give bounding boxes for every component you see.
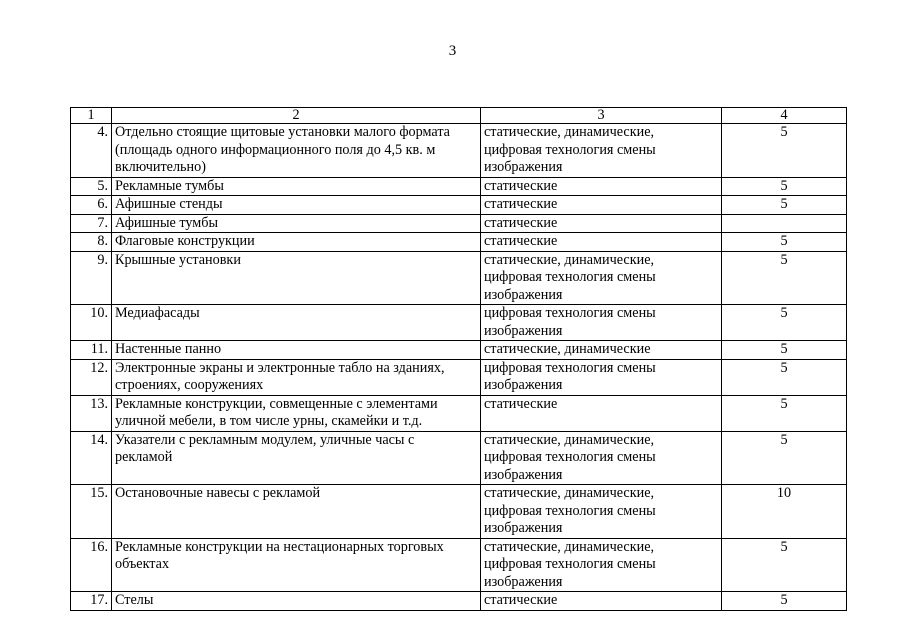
structure-type-cell-text: статические	[484, 177, 558, 194]
row-number-cell	[71, 251, 112, 305]
row-number-cell-text: 12.	[90, 359, 108, 376]
structure-name-cell	[112, 341, 481, 360]
value-cell	[722, 485, 847, 539]
value-cell	[722, 305, 847, 341]
page-number: 3	[448, 43, 457, 59]
structure-type-cell-text: цифровая технология смены изображения	[484, 305, 656, 339]
row-number-cell-text: 9.	[97, 251, 108, 268]
value-cell-text: 5	[780, 538, 788, 555]
row-number-cell-text: 6.	[97, 196, 108, 212]
structure-type-cell-text: статические, динамические, цифровая технология смены изображения	[484, 431, 656, 483]
row-number-cell-text: 8.	[97, 233, 108, 249]
value-cell-text: 5	[780, 251, 788, 268]
value-cell	[722, 124, 847, 178]
value-cell	[722, 177, 847, 196]
row-number-cell	[71, 592, 112, 611]
value-cell-text: 5	[780, 305, 788, 321]
value-cell-text: 5	[780, 124, 788, 140]
table-row	[71, 538, 847, 592]
structure-type-cell	[481, 395, 722, 431]
structure-type-cell	[481, 251, 722, 305]
value-cell	[722, 538, 847, 592]
structure-type-cell	[481, 485, 722, 539]
header-cell-4: 4	[722, 108, 847, 124]
structure-type-cell-text: статические	[484, 233, 558, 249]
structure-type-cell-text: статические	[484, 395, 558, 412]
structure-name-cell-text: Электронные экраны и электронные табло на зданиях, строениях, сооружениях	[115, 359, 445, 393]
structure-name-cell	[112, 196, 481, 215]
value-cell	[722, 341, 847, 360]
structure-name-cell-text: Флаговые конструкции	[115, 233, 255, 249]
table-row	[71, 485, 847, 539]
structure-type-cell-text: статические, динамические, цифровая технология смены изображения	[484, 124, 656, 175]
table-row	[71, 233, 847, 252]
value-cell-text: 5	[780, 431, 788, 448]
value-cell	[722, 431, 847, 485]
structure-name-cell-text: Настенные панно	[115, 341, 222, 357]
row-number-cell	[71, 395, 112, 431]
structure-name-cell-text: Рекламные конструкции на нестационарных торговых объектах	[115, 538, 444, 572]
row-number-cell	[71, 214, 112, 233]
structure-type-cell-text: статические, динамические, цифровая технология смены изображения	[484, 485, 656, 536]
structure-type-cell	[481, 341, 722, 360]
value-cell	[722, 233, 847, 252]
row-number-cell	[71, 305, 112, 341]
value-cell	[722, 359, 847, 395]
structure-type-cell	[481, 124, 722, 178]
row-number-cell-text: 13.	[90, 395, 108, 412]
value-cell	[722, 196, 847, 215]
structure-type-cell	[481, 538, 722, 592]
table-row	[71, 341, 847, 360]
value-cell-text: 5	[780, 395, 788, 412]
table-row	[71, 177, 847, 196]
structure-name-cell	[112, 214, 481, 233]
value-cell-text: 5	[780, 177, 788, 194]
row-number-cell-text: 15.	[90, 485, 108, 501]
structure-type-cell	[481, 214, 722, 233]
structure-type-cell-text: статические	[484, 592, 558, 608]
structure-type-cell	[481, 305, 722, 341]
structure-name-cell	[112, 592, 481, 611]
structure-name-cell-text: Медиафасады	[115, 305, 200, 321]
row-number-cell-text: 11.	[90, 341, 108, 357]
structure-name-cell	[112, 124, 481, 178]
structure-name-cell-text: Стелы	[115, 592, 154, 608]
row-number-cell-text: 10.	[90, 305, 108, 321]
row-number-cell	[71, 431, 112, 485]
table-row	[71, 359, 847, 395]
value-cell-text: 5	[780, 196, 788, 212]
value-cell	[722, 592, 847, 611]
structure-type-cell	[481, 592, 722, 611]
value-cell	[722, 214, 847, 233]
structure-name-cell-text: Указатели с рекламным модулем, уличные часы с рекламой	[115, 431, 415, 465]
structure-name-cell-text: Остановочные навесы с рекламой	[115, 485, 321, 501]
structure-name-cell	[112, 431, 481, 485]
row-number-cell-text: 7.	[97, 214, 108, 231]
structure-name-cell-text: Рекламные тумбы	[115, 177, 224, 194]
row-number-cell	[71, 485, 112, 539]
advertising-structures-table	[70, 107, 847, 611]
row-number-cell-text: 16.	[90, 538, 108, 555]
structure-type-cell	[481, 196, 722, 215]
value-cell-text: 10	[776, 485, 792, 501]
table-row	[71, 251, 847, 305]
structure-type-cell	[481, 177, 722, 196]
value-cell-text: 5	[780, 341, 788, 357]
structure-type-cell-text: статические, динамические, цифровая технология смены изображения	[484, 251, 656, 303]
row-number-cell-text: 4.	[97, 124, 108, 140]
value-cell-text: 5	[780, 233, 788, 249]
header-cell-1: 1	[71, 108, 112, 124]
structure-type-cell-text: статические, динамические	[484, 341, 651, 357]
table-row	[71, 592, 847, 611]
structure-name-cell-text: Афишные стенды	[115, 196, 223, 212]
structure-type-cell	[481, 431, 722, 485]
structure-name-cell	[112, 233, 481, 252]
table-row	[71, 431, 847, 485]
value-cell	[722, 395, 847, 431]
structure-name-cell	[112, 177, 481, 196]
row-number-cell	[71, 233, 112, 252]
structure-type-cell-text: статические, динамические, цифровая технология смены изображения	[484, 538, 656, 590]
structure-name-cell	[112, 305, 481, 341]
table-row	[71, 214, 847, 233]
structure-name-cell	[112, 359, 481, 395]
value-cell-text: 5	[780, 359, 788, 376]
value-cell	[722, 251, 847, 305]
structure-name-cell	[112, 538, 481, 592]
row-number-cell	[71, 359, 112, 395]
structure-type-cell-text: статические	[484, 196, 558, 212]
table-row	[71, 395, 847, 431]
row-number-cell-text: 17.	[90, 592, 108, 608]
row-number-cell	[71, 538, 112, 592]
row-number-cell	[71, 341, 112, 360]
structure-name-cell-text: Крышные установки	[115, 251, 241, 268]
row-number-cell	[71, 124, 112, 178]
structure-name-cell-text: Рекламные конструкции, совмещенные с элементами уличной мебели, в том числе урны, скамейки и т.д.	[115, 395, 438, 429]
structure-name-cell-text: Отдельно стоящие щитовые установки малого формата (площадь одного информационного поля до 4,5 кв. м включительно)	[115, 124, 450, 175]
table-header-row	[71, 108, 847, 124]
table-row	[71, 124, 847, 178]
row-number-cell-text: 5.	[97, 177, 108, 194]
structure-name-cell	[112, 251, 481, 305]
structure-name-cell-text: Афишные тумбы	[115, 214, 219, 231]
structure-type-cell-text: цифровая технология смены изображения	[484, 359, 656, 393]
table-row	[71, 305, 847, 341]
structure-type-cell	[481, 233, 722, 252]
structure-name-cell	[112, 485, 481, 539]
structure-name-cell	[112, 395, 481, 431]
structure-type-cell	[481, 359, 722, 395]
value-cell-text: 5	[780, 592, 788, 608]
structure-type-cell-text: статические	[484, 214, 558, 231]
header-cell-3: 3	[481, 108, 722, 124]
header-cell-2: 2	[112, 108, 481, 124]
row-number-cell-text: 14.	[90, 431, 108, 448]
table-row	[71, 196, 847, 215]
row-number-cell	[71, 196, 112, 215]
row-number-cell	[71, 177, 112, 196]
